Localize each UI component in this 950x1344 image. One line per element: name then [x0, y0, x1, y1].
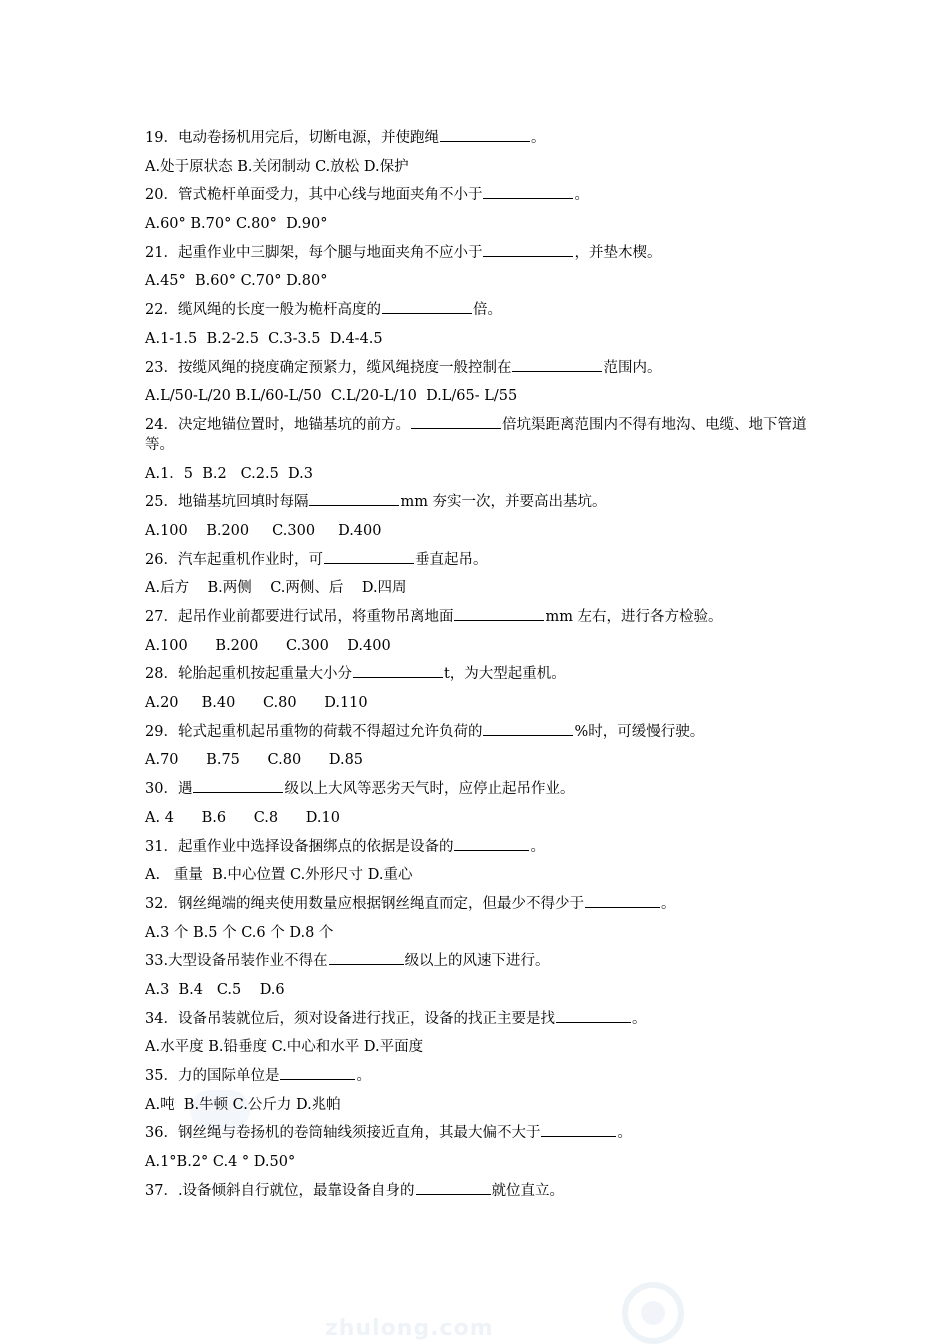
question-stem — [145, 1181, 835, 1201]
question-stem — [145, 779, 835, 799]
stem-text-after: 。 — [574, 187, 589, 204]
answer-blank — [309, 492, 399, 506]
stem-text: 35．力的国际单位是 — [145, 1068, 280, 1084]
answer-blank — [512, 358, 602, 372]
question-stem — [145, 837, 835, 857]
answer-blank — [382, 300, 472, 314]
stem-text-after: 垂直起吊。 — [414, 551, 488, 568]
stem-text: 25．地锚基坑回填时每隔 — [145, 494, 309, 511]
stem-text-after: ，并垫木楔。 — [574, 244, 662, 261]
stem-text: 28．轮胎起重机按起重量大小分 — [145, 666, 352, 683]
question-options: A.100 B.200 C.300 D.400 — [145, 522, 382, 539]
question-list — [145, 128, 835, 1209]
question-stem — [145, 664, 835, 684]
answer-blank — [411, 415, 501, 429]
question-options: A.吨 B.牛顿 C.公斤力 D.兆帕 — [145, 1096, 341, 1113]
stem-text: 24．决定地锚位置时，地锚基坑的前方。 — [145, 416, 410, 433]
stem-text-after: 。 — [631, 1010, 647, 1027]
answer-blank — [454, 607, 544, 621]
stem-text: 30．遇 — [145, 781, 193, 798]
stem-text-after: %时，可缓慢行驶。 — [574, 723, 705, 740]
answer-blank — [483, 722, 573, 736]
question-stem — [145, 1123, 835, 1143]
answer-blank — [483, 243, 573, 257]
answer-blank — [280, 1066, 355, 1080]
stem-text: 37．.设备倾斜自行就位，最靠设备自身的 — [145, 1182, 415, 1199]
question-stem — [145, 722, 835, 742]
question-stem — [145, 185, 835, 205]
question-options: A.1-1.5 B.2-2.5 C.3-3.5 D.4-4.5 — [145, 330, 383, 347]
question-options: A.60° B.70° C.80° D.90° — [145, 216, 328, 233]
watermark-text: zhulong.com — [325, 1316, 494, 1341]
question-stem — [145, 550, 835, 570]
stem-text: 23．按缆风绳的挠度确定预紧力，缆风绳挠度一般控制在 — [145, 359, 512, 376]
answer-blank — [556, 1009, 631, 1023]
stem-text: 27．起吊作业前都要进行试吊，将重物吊离地面 — [145, 609, 454, 625]
stem-text-after: 。 — [660, 895, 676, 912]
stem-text-after: 倍坑渠距离范围内不得有地沟、电缆、地下管道等。 — [145, 416, 807, 453]
stem-text-after: 。 — [356, 1068, 371, 1084]
question-options: A.45° B.60° C.70° D.80° — [145, 273, 328, 290]
stem-text-after: 。 — [617, 1125, 632, 1142]
stem-text: 21．起重作业中三脚架，每个腿与地面夹角不应小于 — [145, 244, 483, 261]
stem-text: 32．钢丝绳端的绳夹使用数量应根据钢丝绳直而定，但最少不得少于 — [145, 895, 584, 912]
answer-blank — [353, 664, 443, 678]
question-stem — [145, 300, 835, 320]
answer-blank — [193, 779, 283, 793]
question-options: A.1．5 B.2 C.2.5 D.3 — [145, 465, 313, 482]
answer-blank — [324, 550, 414, 564]
question-options: A.后方 B.两侧 C.两侧、后 D.四周 — [145, 580, 407, 597]
answer-blank — [440, 128, 530, 142]
answer-blank — [416, 1181, 491, 1195]
stem-text-after: t，为大型起重机。 — [443, 666, 566, 683]
stem-text: 33.大型设备吊装作业不得在 — [145, 953, 328, 970]
question-stem — [145, 415, 835, 455]
question-options: A.水平度 B.铅垂度 C.中心和水平 D.平面度 — [145, 1039, 424, 1056]
stem-text: 29．轮式起重机起吊重物的荷载不得超过允许负荷的 — [145, 723, 483, 740]
question-stem — [145, 128, 835, 148]
stem-text: 31．起重作业中选择设备捆绑点的依据是设备的 — [145, 838, 454, 855]
stem-text-after: 。 — [530, 838, 545, 855]
stem-text-after: 倍。 — [472, 302, 502, 319]
watermark-logo-icon — [622, 1282, 684, 1344]
question-stem — [145, 607, 835, 627]
question-stem — [145, 894, 835, 914]
answer-blank — [483, 185, 573, 199]
question-options: A. 4 B.6 C.8 D.10 — [145, 809, 340, 826]
question-options: A.3 个 B.5 个 C.6 个 D.8 个 — [145, 924, 334, 941]
stem-text-after: 就位直立。 — [491, 1182, 565, 1199]
question-options: A.20 B.40 C.80 D.110 — [145, 695, 368, 712]
stem-text-after: 级以上的风速下进行。 — [404, 953, 550, 970]
stem-text: 22．缆风绳的长度一般为桅杆高度的 — [145, 302, 381, 319]
question-stem — [145, 1066, 835, 1086]
question-options: A.100 B.200 C.300 D.400 — [145, 637, 391, 654]
question-options: A.1°B.2° C.4 ° D.50° — [145, 1154, 296, 1171]
stem-text-after: mm 夯实一次，并要高出基坑。 — [400, 494, 607, 511]
stem-text: 20．管式桅杆单面受力，其中心线与地面夹角不小于 — [145, 187, 483, 204]
answer-blank — [454, 837, 529, 851]
stem-text-after: mm 左右，进行各方检验。 — [545, 609, 723, 625]
answer-blank — [585, 894, 660, 908]
question-options: A. 重量 B.中心位置 C.外形尺寸 D.重心 — [145, 867, 413, 884]
question-options: A.70 B.75 C.80 D.85 — [145, 752, 364, 769]
stem-text: 19．电动卷扬机用完后，切断电源，并使跑绳 — [145, 130, 439, 146]
question-stem — [145, 1009, 835, 1029]
stem-text-after: 。 — [530, 130, 546, 146]
question-stem — [145, 492, 835, 512]
stem-text: 26．汽车起重机作业时，可 — [145, 551, 323, 568]
stem-text-after: 级以上大风等恶劣天气时，应停止起吊作业。 — [284, 781, 575, 798]
stem-text: 34．设备吊装就位后，须对设备进行找正，设备的找正主要是找 — [145, 1010, 555, 1027]
question-options: A.L/50-L/20 B.L/60-L/50 C.L/20-L/10 D.L/65- L/55 — [145, 388, 518, 405]
stem-text: 36．钢丝绳与卷扬机的卷筒轴线须接近直角，其最大偏不大于 — [145, 1125, 541, 1142]
answer-blank — [541, 1123, 616, 1137]
question-stem — [145, 358, 835, 378]
stem-text-after: 范围内。 — [603, 359, 662, 376]
question-options: A.3 B.4 C.5 D.6 — [145, 981, 285, 998]
answer-blank — [329, 951, 404, 965]
question-stem — [145, 243, 835, 263]
question-stem — [145, 951, 835, 971]
question-options: A.处于原状态 B.关闭制动 C.放松 D.保护 — [145, 158, 409, 175]
